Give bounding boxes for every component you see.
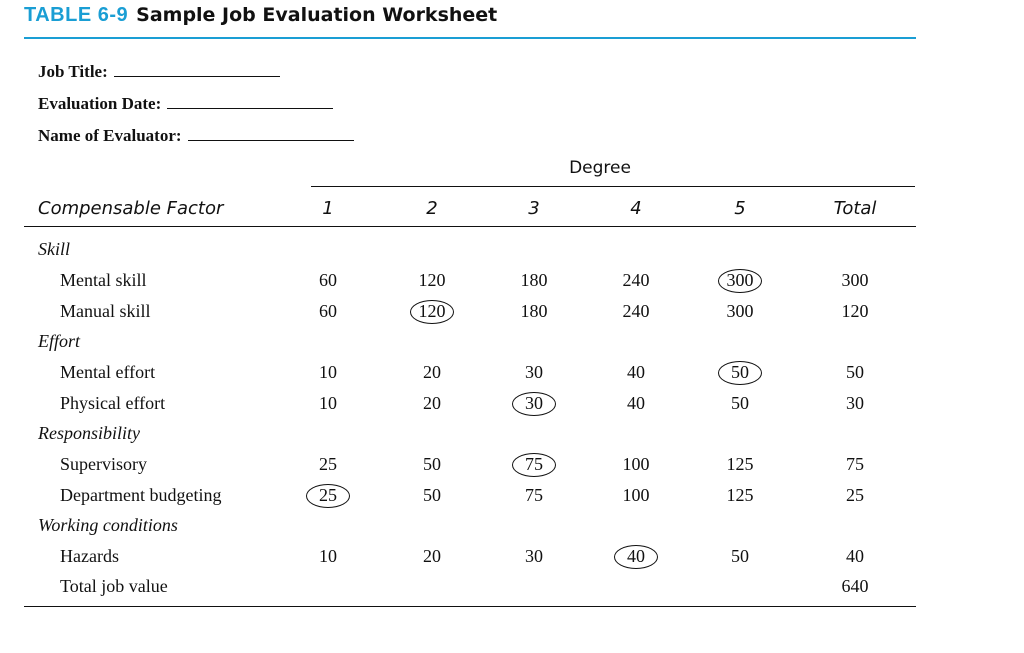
degree-value: 100 xyxy=(622,454,650,474)
column-header-degree-2: 2 xyxy=(426,198,438,219)
column-header-degree-1: 1 xyxy=(322,198,334,219)
selected-degree-value: 50 xyxy=(710,362,770,383)
degree-value: 50 xyxy=(423,485,441,505)
degree-value: 60 xyxy=(319,301,337,321)
degree-value: 100 xyxy=(622,485,650,505)
column-header-degree-4: 4 xyxy=(630,198,642,219)
factor-label: Mental skill xyxy=(60,270,147,290)
column-header-degree-3: 3 xyxy=(528,198,540,219)
row-total: 30 xyxy=(846,393,864,413)
degree-value: 50 xyxy=(731,546,749,566)
column-header-degree-5: 5 xyxy=(734,198,746,219)
factor-label: Hazards xyxy=(60,546,119,566)
factor-label: Department budgeting xyxy=(60,485,222,505)
degree-value: 180 xyxy=(520,270,548,290)
selected-degree-value: 75 xyxy=(504,454,564,475)
column-header-factor: Compensable Factor xyxy=(38,198,224,219)
degree-value: 10 xyxy=(319,546,337,566)
row-total: 300 xyxy=(841,270,869,290)
table-heading xyxy=(24,4,497,27)
header-rule xyxy=(24,226,916,227)
degree-value: 10 xyxy=(319,362,337,382)
evaluation-date-blank[interactable] xyxy=(167,94,333,109)
degree-value: 75 xyxy=(525,485,543,505)
degree-value: 300 xyxy=(726,301,754,321)
factor-label: Mental effort xyxy=(60,362,156,382)
factor-label: Supervisory xyxy=(60,454,147,474)
factor-label: Manual skill xyxy=(60,301,151,321)
category-effort: Effort xyxy=(38,331,81,351)
degree-value: 240 xyxy=(622,270,650,290)
degree-value: 10 xyxy=(319,393,337,413)
degree-value: 120 xyxy=(418,270,446,290)
total-job-value: 640 xyxy=(841,576,869,596)
row-total: 25 xyxy=(846,485,864,505)
table-number: TABLE 6-9 xyxy=(24,4,129,26)
category-responsibility: Responsibility xyxy=(38,423,140,443)
degree-value: 30 xyxy=(525,546,543,566)
job-title-field xyxy=(38,62,280,82)
degree-value: 125 xyxy=(726,454,754,474)
degree-value: 125 xyxy=(726,485,754,505)
total-job-value-label: Total job value xyxy=(60,576,168,596)
degree-value: 30 xyxy=(525,362,543,382)
degree-rule xyxy=(311,186,915,187)
evaluation-date-field xyxy=(38,94,333,114)
bottom-rule xyxy=(24,606,916,607)
column-header-total: Total xyxy=(833,198,877,219)
degree-value: 20 xyxy=(423,546,441,566)
row-total: 40 xyxy=(846,546,864,566)
title-rule xyxy=(24,37,916,39)
table-title: Sample Job Evaluation Worksheet xyxy=(136,4,498,26)
category-skill: Skill xyxy=(38,239,70,259)
degree-value: 40 xyxy=(627,393,645,413)
selected-degree-value: 30 xyxy=(504,393,564,414)
degree-value: 50 xyxy=(731,393,749,413)
degree-label: Degree xyxy=(569,158,631,178)
job-title-blank[interactable] xyxy=(114,62,280,77)
evaluation-date-label: Evaluation Date: xyxy=(38,94,162,113)
evaluator-name-blank[interactable] xyxy=(188,126,354,141)
selected-degree-value: 300 xyxy=(710,270,770,291)
degree-value: 20 xyxy=(423,362,441,382)
row-total: 75 xyxy=(846,454,864,474)
evaluator-name-field xyxy=(38,126,354,146)
degree-value: 60 xyxy=(319,270,337,290)
degree-value: 25 xyxy=(319,454,337,474)
selected-degree-value: 25 xyxy=(298,485,358,506)
degree-value: 20 xyxy=(423,393,441,413)
degree-value: 180 xyxy=(520,301,548,321)
evaluator-name-label: Name of Evaluator: xyxy=(38,126,182,145)
row-total: 120 xyxy=(841,301,869,321)
selected-degree-value: 120 xyxy=(402,301,462,322)
degree-value: 240 xyxy=(622,301,650,321)
degree-value: 40 xyxy=(627,362,645,382)
selected-degree-value: 40 xyxy=(606,546,666,567)
degree-value: 50 xyxy=(423,454,441,474)
category-working-conditions: Working conditions xyxy=(38,515,178,535)
row-total: 50 xyxy=(846,362,864,382)
factor-label: Physical effort xyxy=(60,393,166,413)
job-title-label: Job Title: xyxy=(38,62,108,81)
